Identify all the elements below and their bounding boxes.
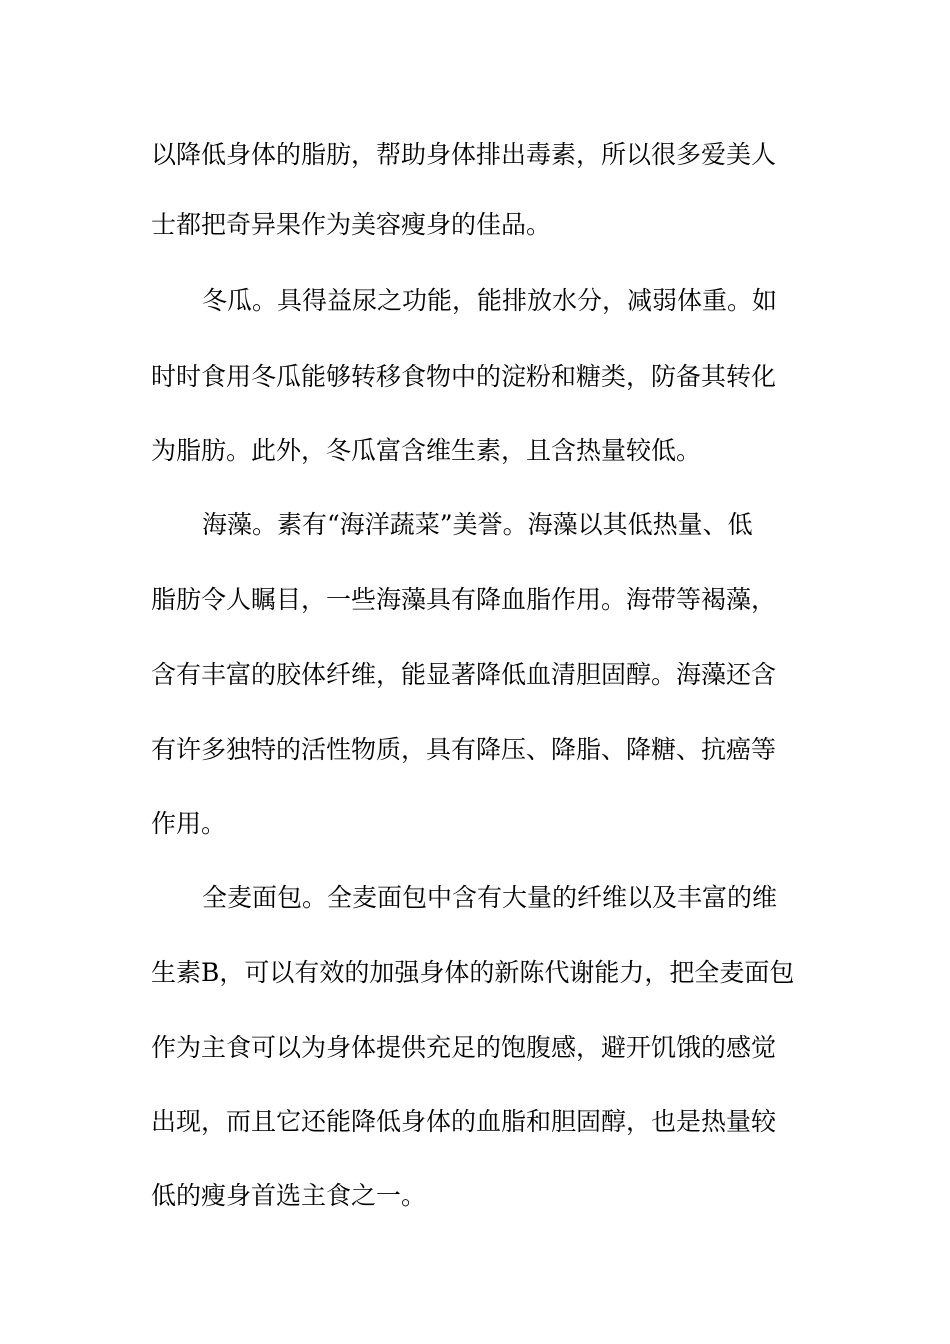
- text-line: 为脂肪。此外，冬瓜富含维生素，且含热量较低。: [151, 436, 702, 465]
- paragraph-start-line: 海藻。素有“海洋蔬菜”美誉。海藻以其低热量、低: [202, 510, 753, 539]
- text-line: 出现，而且它还能降低身体的血脂和胆固醇，也是热量较: [151, 1107, 777, 1136]
- paragraph-start-line: 全麦面包。全麦面包中含有大量的纤维以及丰富的维: [202, 883, 778, 912]
- text-line: 有许多独特的活性物质，具有降压、降脂、降糖、抗癌等: [151, 735, 777, 764]
- text-line: 士都把奇异果作为美容瘦身的佳品。: [151, 210, 552, 239]
- text-line: 低的瘦身首选主食之一。: [151, 1181, 427, 1210]
- text-line: 生素B，可以有效的加强身体的新陈代谢能力，把全麦面包: [151, 958, 795, 987]
- text-line: 作用。: [151, 809, 227, 838]
- text-line: 脂肪令人瞩目，一些海藻具有降血脂作用。海带等褐藻，: [151, 585, 777, 614]
- paragraph-start-line: 冬瓜。具得益尿之功能，能排放水分，减弱体重。如: [202, 286, 778, 315]
- text-line: 作为主食可以为身体提供充足的饱腹感，避开饥饿的感觉: [151, 1033, 777, 1062]
- text-line: 时时食用冬瓜能够转移食物中的淀粉和糖类，防备其转化: [151, 362, 777, 391]
- text-line: 含有丰富的胶体纤维，能显著降低血清胆固醇。海藻还含: [151, 660, 777, 689]
- text-line: 以降低身体的脂肪，帮助身体排出毒素，所以很多爱美人: [151, 140, 777, 169]
